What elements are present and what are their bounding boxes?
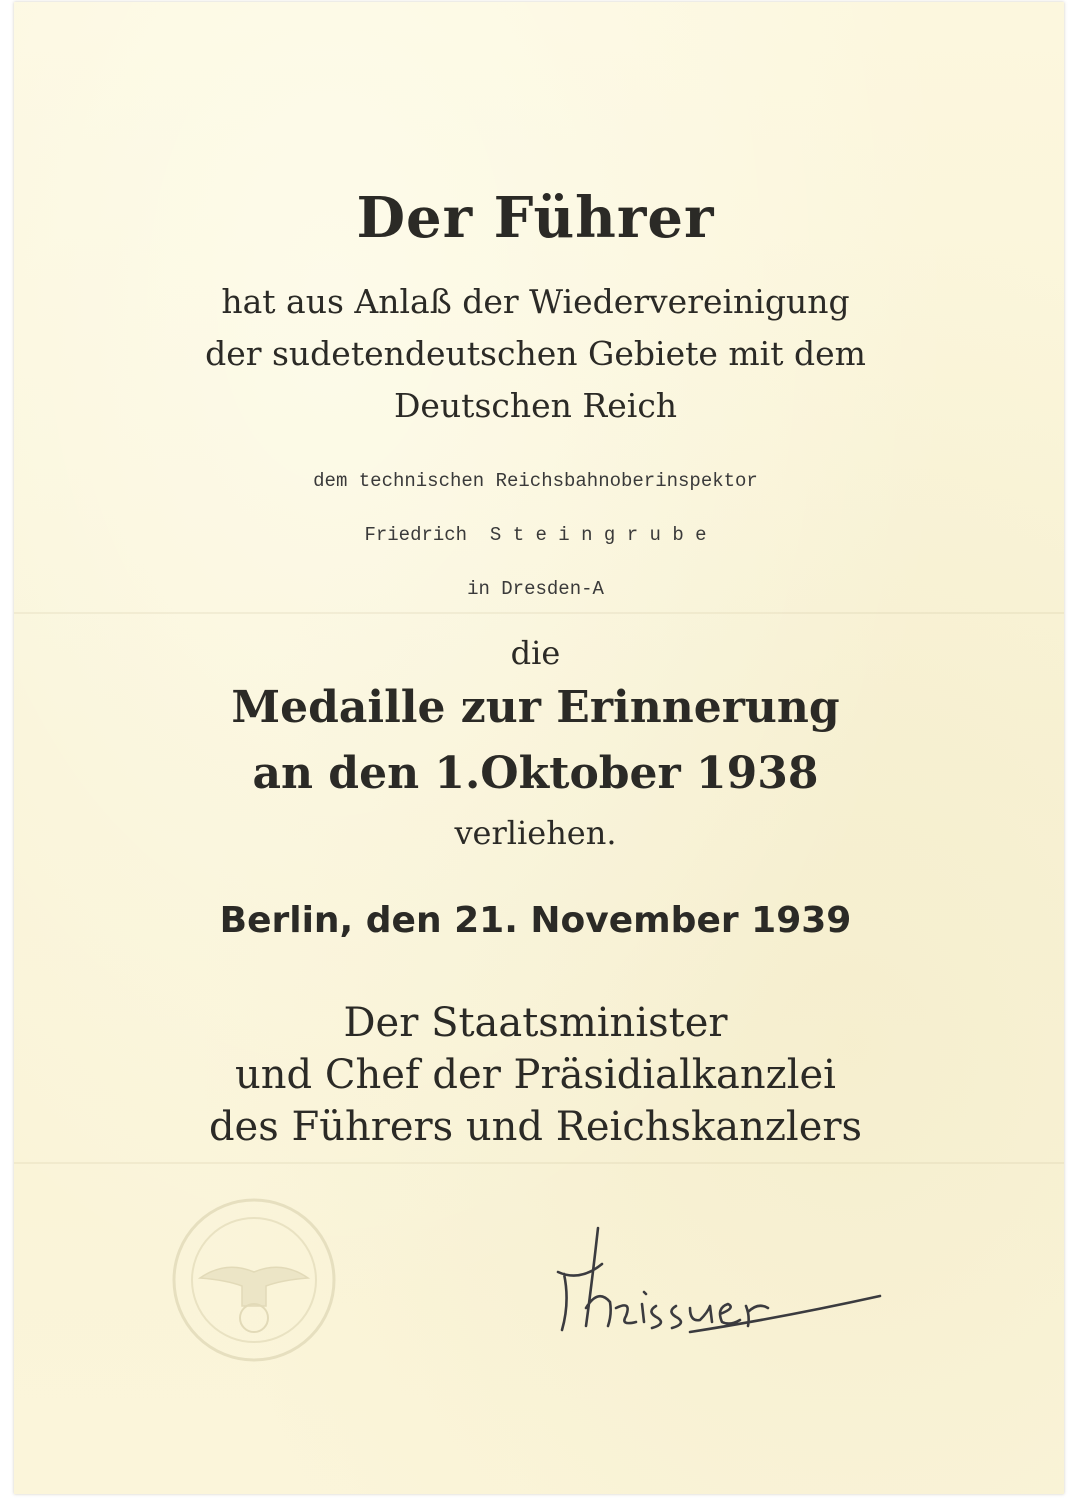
embossed-eagle-seal-icon bbox=[170, 1196, 338, 1364]
paper-crease bbox=[14, 612, 1064, 614]
signatory-line-3: des Führers und Reichskanzlers bbox=[208, 1104, 863, 1150]
intro-line-2: der sudetendeutschen Gebiete mit dem bbox=[205, 334, 866, 373]
signatory-line-1: Der Staatsminister bbox=[343, 1000, 728, 1046]
award-verb: verliehen. bbox=[454, 814, 617, 852]
intro-line-3: Deutschen Reich bbox=[393, 386, 678, 425]
award-name-line-1: Medaille zur Erinnerung bbox=[231, 682, 840, 733]
recipient-name: Friedrich S t e i n g r u b e bbox=[364, 524, 707, 546]
award-name-line-2: an den 1.Oktober 1938 bbox=[252, 748, 819, 799]
recipient-title: dem technischen Reichsbahnoberinspektor bbox=[313, 470, 758, 492]
certificate-title: Der Führer bbox=[356, 185, 715, 251]
paper-crease bbox=[14, 1162, 1064, 1164]
place-and-date: Berlin, den 21. November 1939 bbox=[219, 900, 852, 941]
award-article: die bbox=[510, 634, 561, 672]
recipient-place: in Dresden-A bbox=[467, 578, 604, 600]
signatory-line-2: und Chef der Präsidialkanzlei bbox=[235, 1052, 836, 1098]
intro-line-1: hat aus Anlaß der Wiedervereinigung bbox=[221, 282, 850, 321]
handwritten-signature bbox=[540, 1222, 890, 1342]
